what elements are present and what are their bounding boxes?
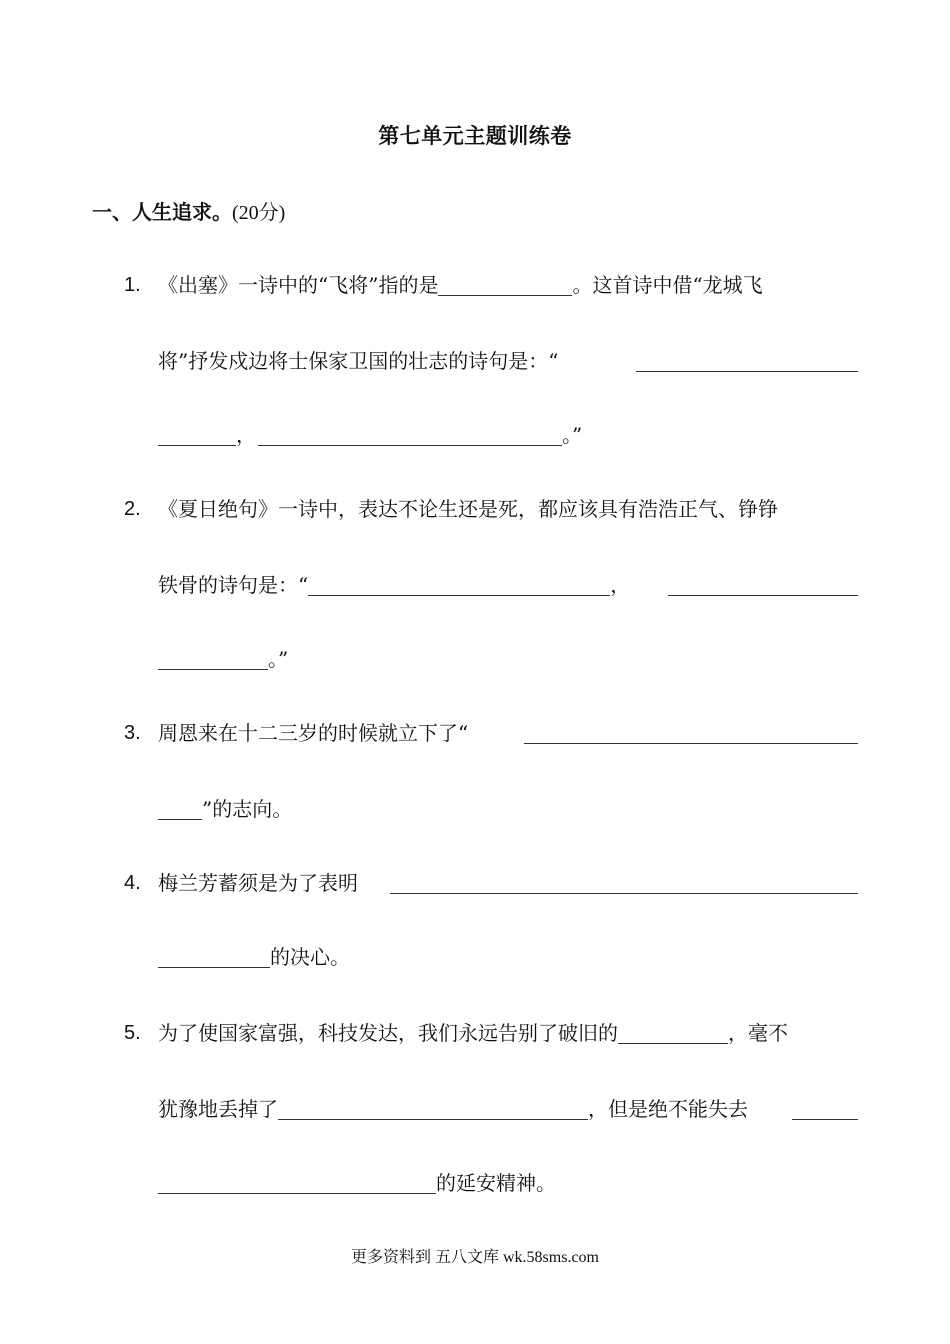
- question-line: ”的志向。: [158, 794, 858, 824]
- question-line: 的延安精神。: [158, 1168, 858, 1198]
- question-line: 将”抒发戍边将士保家卫国的壮志的诗句是：“: [158, 346, 858, 376]
- section-score: (20分): [232, 202, 286, 224]
- answer-blank[interactable]: [308, 573, 610, 596]
- answer-blank[interactable]: [618, 1021, 728, 1044]
- question-line: 铁骨的诗句是：“ ，: [158, 570, 858, 600]
- section-label: 一、人生追求。: [92, 200, 232, 224]
- answer-blank[interactable]: [524, 743, 858, 744]
- answer-blank[interactable]: [158, 945, 270, 968]
- answer-blank[interactable]: [158, 797, 202, 820]
- question-number: 1.: [124, 274, 141, 296]
- answer-blank[interactable]: [158, 647, 268, 670]
- footer-source: 更多资料到 五八文库 wk.58sms.com: [350, 1249, 599, 1266]
- page-title: 第七单元主题训练卷: [378, 124, 572, 148]
- answer-blank[interactable]: [158, 1171, 436, 1194]
- question-line: 《夏日绝句》一诗中，表达不论生还是死，都应该具有浩浩正气、铮铮: [158, 497, 778, 521]
- answer-blank[interactable]: [636, 371, 858, 372]
- answer-blank[interactable]: [278, 1097, 588, 1120]
- question-line: ， 。”: [158, 420, 858, 450]
- question-number: 3.: [124, 722, 141, 744]
- question-number: 2.: [124, 498, 141, 520]
- question-line: 的决心。: [158, 942, 858, 972]
- section-heading: [92, 196, 285, 225]
- question-line: 犹豫地丢掉了 ，但是绝不能失去: [158, 1094, 858, 1124]
- answer-blank[interactable]: [668, 595, 858, 596]
- question-line: 《出塞》一诗中的“飞将”指的是 。这首诗中借“龙城飞: [158, 273, 763, 297]
- question-line: 为了使国家富强，科技发达，我们永远告别了破旧的 ，毫不: [158, 1021, 788, 1045]
- question-number: 4.: [124, 872, 141, 894]
- question-line: 。”: [158, 644, 858, 674]
- answer-blank[interactable]: [390, 893, 858, 894]
- answer-blank[interactable]: [158, 423, 236, 446]
- question-number: 5.: [124, 1022, 141, 1044]
- question-line: 周恩来在十二三岁的时候就立下了“: [158, 718, 858, 748]
- answer-blank[interactable]: [438, 273, 572, 296]
- answer-blank[interactable]: [258, 423, 562, 446]
- question-line: 梅兰芳蓄须是为了表明: [158, 868, 858, 898]
- answer-blank[interactable]: [792, 1119, 858, 1120]
